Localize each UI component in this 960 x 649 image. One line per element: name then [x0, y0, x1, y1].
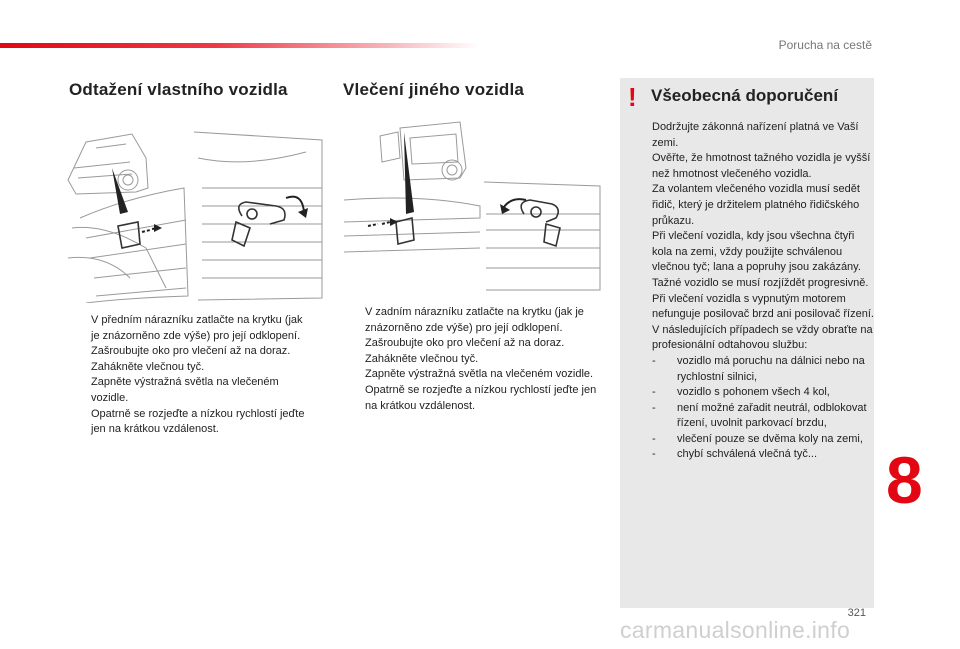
- watermark: carmanualsonline.info: [620, 617, 851, 643]
- panel-paragraph: Dodržujte zákonná nařízení platná ve Vaší zemi.: [652, 121, 859, 149]
- rear-towing-illustration: [340, 118, 602, 293]
- list-item: Zapněte výstražná světla na vlečeném vozidle.: [91, 376, 279, 404]
- heading-towing-other-vehicle: Vlečení jiného vozidla: [343, 80, 525, 99]
- panel-heading: Všeobecná doporučení: [651, 86, 839, 105]
- page-number: 321: [847, 607, 866, 619]
- list-item: - chybí schválená vlečná tyč...: [652, 448, 818, 461]
- heading-own-vehicle-towing: Odtažení vlastního vozidla: [69, 80, 288, 99]
- list-item: Zahákněte vlečnou tyč.: [365, 352, 479, 365]
- list-item: Zašroubujte oko pro vlečení až na doraz.: [91, 345, 291, 358]
- front-towing-illustration: [66, 128, 324, 303]
- list-item: Zahákněte vlečnou tyč.: [91, 360, 205, 373]
- chapter-number: 8: [886, 443, 923, 517]
- list-item: Opatrně se rozjeďte a nízkou rychlostí jeďte jen na krátkou vzdálenost.: [365, 383, 597, 412]
- list-item: Opatrně se rozjeďte a nízkou rychlostí jeďte jen na krátkou vzdálenost.: [91, 407, 305, 436]
- panel-paragraph: Za volantem vlečeného vozidla musí sedět řidič, který je držitelem platného řidičského průkazu.: [652, 183, 860, 227]
- panel-paragraph: V následujících případech se vždy obraťte na profesionální odtahovou službu:: [652, 323, 873, 352]
- panel-paragraph: Při vlečení vozidla, kdy jsou všechna čtyři kola na zemi, vždy použijte schválenou vlečnou tyč; lana a popruhy jsou zakázány.: [652, 230, 861, 274]
- header-accent-bar: [0, 43, 480, 48]
- other-vehicle-steps-list: [343, 305, 601, 414]
- list-item: Zašroubujte oko pro vlečení až na doraz.: [365, 337, 565, 350]
- warning-icon: !: [628, 82, 637, 112]
- section-title: Porucha na cestě: [778, 38, 872, 52]
- list-item: - vozidlo má poruchu na dálnici nebo na rychlostní silnici,: [652, 354, 865, 383]
- list-item: - vlečení pouze se dvěma koly na zemi,: [652, 432, 863, 445]
- list-item: - vozidlo s pohonem všech 4 kol,: [652, 386, 830, 399]
- list-item: Zapněte výstražná světla na vlečeném vozidle.: [365, 368, 594, 381]
- general-recommendations-panel: [620, 78, 874, 608]
- list-item: V zadním nárazníku zatlačte na krytku (jak je znázorněno zde výše) pro její odklopení.: [365, 306, 584, 334]
- list-item: V předním nárazníku zatlačte na krytku (jak je znázorněno zde výše) pro její odklopení.: [91, 314, 303, 342]
- panel-paragraph: Při vlečení vozidla s vypnutým motorem nefunguje posilovač brzd ani posilovač řízení.: [652, 292, 874, 321]
- panel-body: [652, 120, 874, 463]
- panel-paragraph: Ověřte, že hmotnost tažného vozidla je vyšší než hmotnost vlečeného vozidla.: [652, 152, 871, 180]
- professional-service-cases-list: [652, 354, 874, 463]
- own-vehicle-steps-list: [69, 313, 314, 438]
- panel-paragraph: Tažné vozidlo se musí rozjíždět progresivně.: [652, 276, 869, 289]
- list-item: - není možné zařadit neutrál, odblokovat řízení, uvolnit parkovací brzdu,: [652, 401, 867, 430]
